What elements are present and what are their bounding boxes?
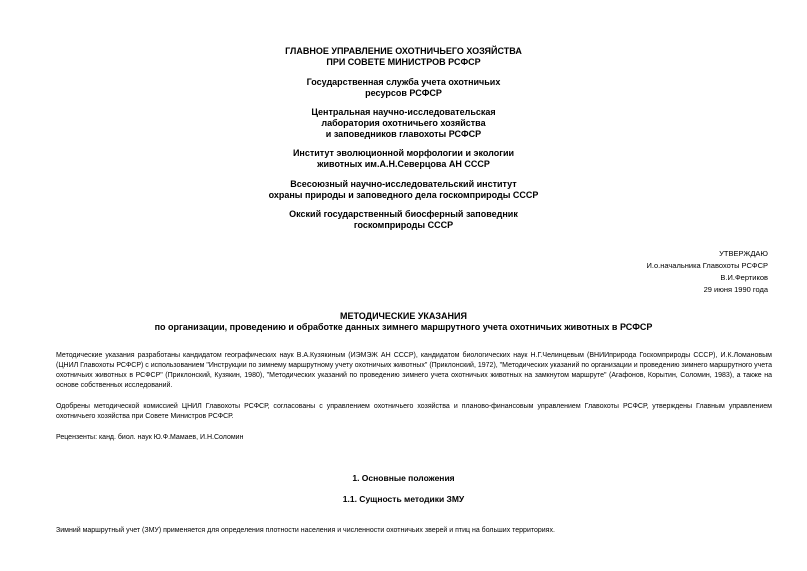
org-line: Всесоюзный научно-исследовательский институт xyxy=(290,179,517,189)
approval-heading: УТВЕРЖДАЮ xyxy=(719,249,768,258)
approval-block xyxy=(647,248,768,296)
approval-signatory: В.И.Фертиков xyxy=(720,273,768,282)
approval-date: 29 июня 1990 года xyxy=(703,285,768,294)
org-block-institute-morphology xyxy=(0,148,807,170)
org-line: ресурсов РСФСР xyxy=(365,88,442,98)
org-line: охраны природы и заповедного дела госкомприроды СССР xyxy=(268,190,539,200)
approval-position: И.о.начальника Главохоты РСФСР xyxy=(646,261,768,270)
org-line: госкомприроды СССР xyxy=(353,220,454,230)
paragraph-reviewers: Рецензенты: канд. биол. наук Ю.Ф.Мамаев, И.Н.Соломин xyxy=(56,434,244,441)
section-heading-1: 1. Основные положения xyxy=(352,473,455,483)
org-line: ГЛАВНОЕ УПРАВЛЕНИЕ ОХОТНИЧЬЕГО ХОЗЯЙСТВА xyxy=(285,46,522,56)
org-line: Центральная научно-исследовательская xyxy=(311,107,496,117)
org-block-nature-institute xyxy=(0,179,807,201)
org-line: Государственная служба учета охотничьих xyxy=(306,77,501,87)
org-line: лаборатория охотничьего хозяйства xyxy=(321,118,486,128)
paragraph-zmu-intro: Зимний маршрутный учет (ЗМУ) применяется для определения плотности населения и численности охотничьих зверей и птиц на больших территориях. xyxy=(56,527,555,534)
org-block-accounting-service xyxy=(0,77,807,99)
org-line: Институт эволюционной морфологии и экологии xyxy=(292,148,515,158)
org-block-oka-reserve xyxy=(0,209,807,231)
title-heading: МЕТОДИЧЕСКИЕ УКАЗАНИЯ xyxy=(340,311,467,321)
org-line: и заповедников главохоты РСФСР xyxy=(325,129,482,139)
paragraph-approval-note: Одобрены методической комиссией ЦНИЛ Главохоты РСФСР, согласованы с управлением охотничьего хозяйства и планово-финансовым управлением Главохоты РСФСР, утверждены Главным управлением охотничьего хозяйства при Совете Министров РСФСР. xyxy=(56,403,772,420)
org-line: ПРИ СОВЕТЕ МИНИСТРОВ РСФСР xyxy=(326,57,481,67)
org-line: животных им.А.Н.Северцова АН СССР xyxy=(317,159,490,169)
title-subheading: по организации, проведению и обработке данных зимнего маршрутного учета охотничьих животных в РСФСР xyxy=(154,322,653,332)
org-line: Окский государственный биосферный заповедник xyxy=(289,209,518,219)
document-title xyxy=(0,311,807,333)
org-block-main-directorate xyxy=(0,46,807,68)
org-block-central-laboratory xyxy=(0,107,807,140)
section-heading-1-1: 1.1. Сущность методики ЗМУ xyxy=(342,494,465,504)
paragraph-authors: Методические указания разработаны кандидатом географических наук В.А.Кузякиным (ИЭМЭЖ АН СССР), кандидатом биологических наук Н.Г.Челинцевым (ВНИИприрода Госкомприроды СССР), И.К.Ломановым (ЦНИЛ Главохоты РСФСР) с использованием "Инструкции по зимнему маршрутному учету охотничьих животных" (Приклонский, 1972), "Методических указаний по организации и проведению зимнего маршрутного учета охотничьих животных в РСФСР" (Приклонский, Кузякин, 1980), "Методических указаний по проведению зимнего учета охотничьих животных на замкнутом маршруте" (Агафонов, Корытин, Соломин, 1983), а также на основе собственных исследований. xyxy=(56,352,772,389)
